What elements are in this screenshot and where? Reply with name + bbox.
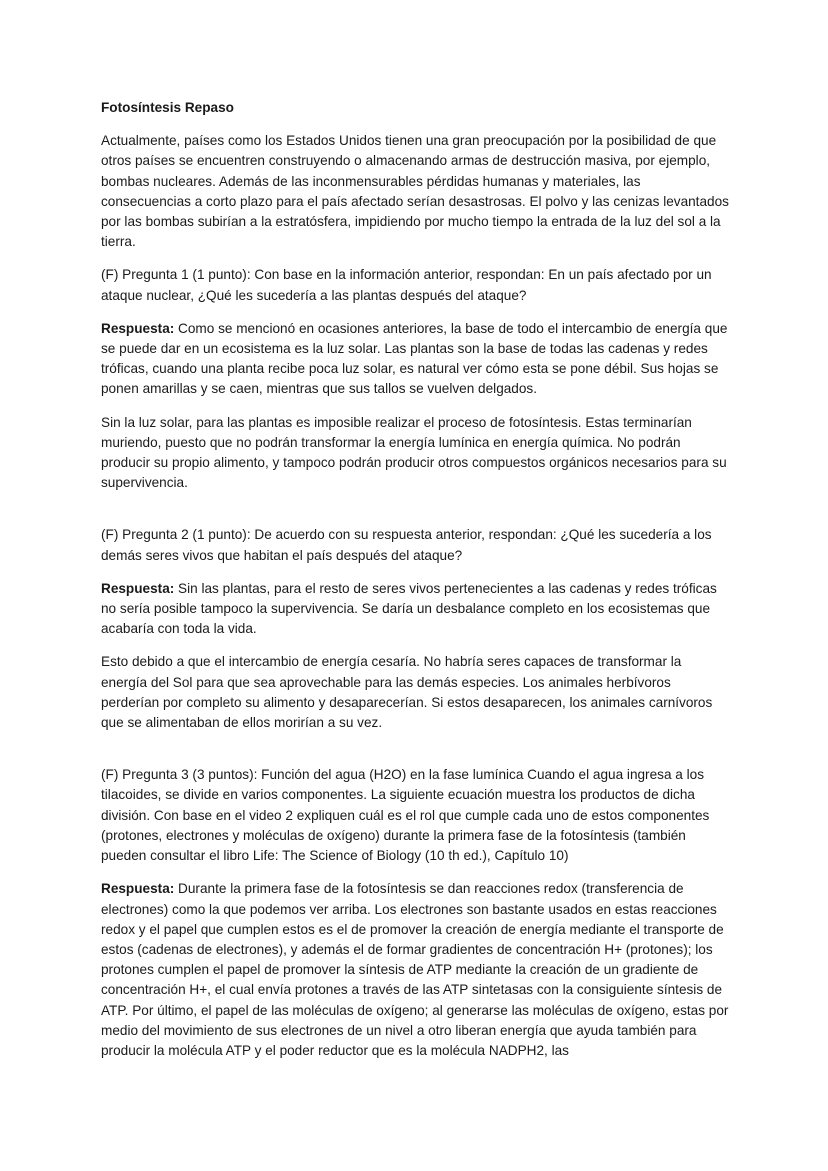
question-2: (F) Pregunta 2 (1 punto): De acuerdo con su respuesta anterior, respondan: ¿Qué les sucedería a los demás seres vivos que habitan el país después del ataque? (101, 527, 712, 563)
answer-2 (101, 579, 729, 640)
document-page (101, 98, 729, 1074)
question-3: (F) Pregunta 3 (3 puntos): Función del agua (H2O) en la fase lumínica Cuando el agua ingresa a los tilacoides, se divide en varios componentes. La siguiente ecuación muestra los productos de dicha división. Con base en el video 2 expliquen cuál es el rol que cumple cada uno de estos componentes (protones, electrones y moléculas de oxígeno) durante la primera fase de la fotosíntesis (también pueden consultar el libro Life: The Science of Biology (10 th ed.), Capítulo 10) (101, 767, 710, 864)
answer-2-continued: Esto debido a que el intercambio de energía cesaría. No habría seres capaces de transformar la energía del Sol para que sea aprovechable para las demás especies. Los animales herbívoros perderían por completo su alimento y desaparecerían. Si estos desaparecen, los animales carnívoros que se alimentaban de ellos morirían a su vez. (101, 654, 713, 731)
answer-label: Respuesta: (101, 881, 175, 897)
answer-1-continued: Sin la luz solar, para las plantas es imposible realizar el proceso de fotosíntesis. Estas terminarían muriendo, puesto que no podrán transformar la energía lumínica en energía química. No podrán producir su propio alimento, y tampoco podrán producir otros compuestos orgánicos necesarios para su supervivencia. (101, 414, 727, 491)
document-title: Fotosíntesis Repaso (101, 100, 234, 115)
answer-1 (101, 319, 729, 400)
answer-2-text: Sin las plantas, para el resto de seres vivos pertenecientes a las cadenas y redes tróficas no sería posible tampoco la supervivencia. Se daría un desbalance completo en los ecosistemas que acabaría con toda la vida. (101, 580, 717, 637)
answer-3-text: Durante la primera fase de la fotosíntesis se dan reacciones redox (transferencia de electrones) como la que podemos ver arriba. Los electrones son bastante usados en estas reacciones redox y el papel que cumplen estos es el de promover la creación de energía mediante el transporte de estos (cadenas de electrones), y además el de formar gradientes de concentración H+ (protones); los protones cumplen el papel de promover la síntesis de ATP mediante la creación de un gradiente de concentración H+, el cual envía protones a través de las ATP sintetasas con la consiguiente síntesis de ATP. Por último, el papel de las moléculas de oxígeno; al generarse las moléculas de oxígeno, estas por medio del movimiento de sus electrones de un nivel a otro liberan energía que ayuda también para producir la molécula ATP y el poder reductor que es la molécula NADPH2, las (101, 881, 729, 1058)
intro-paragraph: Actualmente, países como los Estados Unidos tienen una gran preocupación por la posibilidad de que otros países se encuentren construyendo o almacenando armas de destrucción masiva, por ejemplo, bombas nucleares. Además de las inconmensurables pérdidas humanas y materiales, las consecuencias a corto plazo para el país afectado serían desastrosas. El polvo y las cenizas levantados por las bombas subirían a la estratósfera, impidiendo por mucho tiempo la entrada de la luz del sol a la tierra. (101, 133, 729, 250)
question-1: (F) Pregunta 1 (1 punto): Con base en la información anterior, respondan: En un país afectado por un ataque nuclear, ¿Qué les sucedería a las plantas después del ataque? (101, 267, 712, 303)
answer-label: Respuesta: (101, 580, 175, 596)
answer-1-text: Como se mencionó en ocasiones anteriores, la base de todo el intercambio de energía que se puede dar en un ecosistema es la luz solar. Las plantas son la base de todas las cadenas y redes tróficas, cuando una planta recibe poca luz solar, es natural ver cómo esta se pone débil. Sus hojas se ponen amarillas y se caen, mientras que sus tallos se vuelven delgados. (101, 320, 728, 397)
answer-3 (101, 879, 729, 1061)
answer-label: Respuesta: (101, 320, 175, 336)
